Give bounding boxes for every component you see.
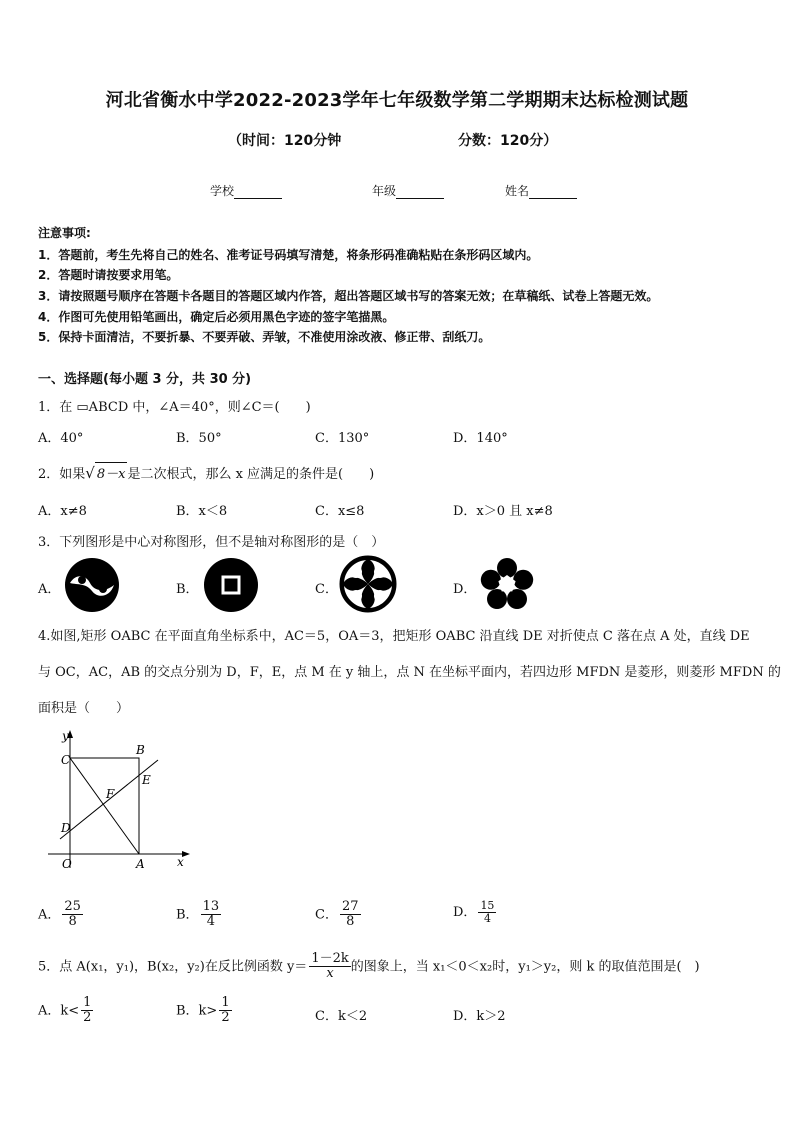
question-4-line1: 4.如图,矩形 OABC 在平面直角坐标系中，AC＝5，OA＝3，把矩形 OABC 沿直线 DE 对折使点 C 落在点 A 处，直线 DE — [38, 629, 750, 644]
q5-option-a-frac — [81, 996, 93, 1026]
denominator: 8 — [68, 914, 77, 930]
section-heading: 一、选择题(每小题 3 分，共 30 分) — [38, 372, 252, 387]
denominator: 2 — [83, 1010, 92, 1026]
label-x: x — [177, 855, 184, 869]
q1-option-b: B．50° — [176, 431, 222, 446]
question-1-stem: 1．在 ▭ABCD 中，∠A＝40°，则∠C＝( ) — [38, 400, 311, 415]
q2-option-a: A．x≠8 — [38, 504, 87, 519]
denominator: 2 — [221, 1010, 230, 1026]
q4-option-c — [315, 900, 361, 930]
q5-stem-pre: 5．点 A(x₁，y₁)，B(x₂，y₂)在反比例函数 y＝ — [38, 959, 308, 975]
q4-option-c-letter: C． — [315, 907, 338, 923]
label-c: C — [61, 753, 71, 767]
q4-option-d-frac — [478, 900, 496, 925]
q5-option-a-letter: A．k< — [38, 1003, 80, 1019]
q5-option-c: C．k＜2 — [315, 1009, 368, 1024]
numerator: 27 — [341, 899, 359, 914]
name-field — [505, 182, 577, 199]
name-label: 姓名 — [505, 184, 530, 198]
swirl-circle-icon — [64, 557, 120, 613]
school-blank — [234, 186, 282, 199]
q2-stem-post: 是二次根式，那么 x 应满足的条件是( ) — [127, 467, 375, 482]
q1-option-c: C．130° — [315, 431, 370, 446]
q3-option-a: A． — [38, 582, 61, 597]
label-d: D — [61, 821, 71, 835]
numerator: 15 — [480, 899, 495, 912]
four-petal-circle-icon — [339, 555, 397, 613]
q2-option-b: B．x＜8 — [176, 504, 228, 519]
coin-square-hole-icon — [203, 557, 259, 613]
question-5-stem — [38, 952, 700, 982]
q4-option-d — [453, 900, 496, 925]
q1-option-d: D．140° — [453, 431, 508, 446]
q4-option-b-frac — [201, 900, 222, 930]
note-item: 2．答题时请按要求用笔。 — [38, 268, 179, 282]
pentagon-flower-icon — [479, 557, 535, 613]
numerator: 25 — [64, 899, 81, 914]
question-4-line2: 与 OC，AC，AB 的交点分别为 D，F，E，点 M 在 y 轴上，点 N 在坐标平面内，若四边形 MFDN 是菱形，则菱形 MFDN 的 — [38, 665, 781, 680]
q5-stem-post: 的图象上，当 x₁＜0＜x₂时，y₁＞y₂，则 k 的取值范围是( ) — [350, 959, 700, 975]
question-4-line3: 面积是（ ） — [38, 701, 130, 716]
q2-option-c: C．x≤8 — [315, 504, 365, 519]
grade-field — [372, 182, 444, 199]
numerator: 1 — [221, 995, 230, 1010]
denominator: 4 — [206, 914, 215, 930]
denominator: x — [326, 966, 334, 982]
denominator: 8 — [346, 914, 355, 930]
q2-radicand: 8－x — [95, 462, 128, 482]
diagonal-ac — [70, 758, 139, 854]
q4-option-b-letter: B． — [176, 907, 199, 923]
label-f: F — [106, 787, 115, 801]
grade-label: 年级 — [372, 184, 397, 198]
rectangle-fold-figure — [40, 728, 200, 876]
notes-heading: 注意事项: — [38, 226, 91, 240]
label-o: O — [62, 857, 72, 871]
q5-function-frac — [309, 952, 350, 982]
label-e: E — [142, 773, 151, 787]
grade-blank — [396, 186, 444, 199]
label-b: B — [136, 743, 145, 757]
note-item: 5．保持卡面清洁，不要折暴、不要弄破、弄皱，不准使用涂改液、修正带、刮纸刀。 — [38, 330, 491, 344]
question-2-stem — [38, 462, 374, 482]
q2-stem-pre: 2．如果 — [38, 467, 86, 482]
numerator: 1－2k — [311, 951, 349, 966]
q5-option-b — [176, 996, 232, 1026]
q5-option-b-letter: B．k> — [176, 1003, 218, 1019]
q4-option-a — [38, 900, 83, 930]
numerator: 13 — [202, 899, 220, 914]
q4-option-b — [176, 900, 221, 930]
question-3-stem: 3．下列图形是中心对称图形，但不是轴对称图形的是（ ） — [38, 535, 385, 550]
q5-option-a — [38, 996, 93, 1026]
name-blank — [529, 186, 577, 199]
note-item: 3．请按照题号顺序在答题卡各题目的答题区域内作答，超出答题区域书写的答案无效；在草稿纸、试卷上答题无效。 — [38, 289, 659, 303]
note-item: 1．答题前，考生先将自己的姓名、准考证号码填写清楚，将条形码准确粘贴在条形码区域内。 — [38, 248, 539, 262]
score-label: 分数：120分） — [458, 133, 558, 149]
q5-option-d: D．k＞2 — [453, 1009, 506, 1024]
q3-option-d: D． — [453, 582, 477, 597]
page-title: 河北省衡水中学2022-2023学年七年级数学第二学期期末达标检测试题 — [105, 90, 689, 111]
q1-option-a: A．40° — [38, 431, 84, 446]
q4-option-d-letter: D． — [453, 905, 477, 921]
q4-option-a-letter: A． — [38, 907, 61, 923]
q4-option-c-frac — [340, 900, 361, 930]
label-a: A — [136, 857, 145, 871]
sqrt-sign: √ — [85, 464, 95, 482]
q4-option-a-frac — [62, 900, 83, 930]
q5-option-b-frac — [219, 996, 231, 1026]
q3-option-b: B． — [176, 582, 199, 597]
numerator: 1 — [83, 995, 92, 1010]
q3-option-c: C． — [315, 582, 338, 597]
q2-option-d: D．x＞0 且 x≠8 — [453, 504, 553, 519]
note-item: 4．作图可先使用铅笔画出，确定后必须用黑色字迹的签字笔描黑。 — [38, 310, 395, 324]
denominator: 4 — [483, 912, 491, 926]
school-field — [210, 182, 282, 199]
school-label: 学校 — [210, 184, 235, 198]
time-label: （时间：120分钟 — [228, 133, 342, 149]
label-y: y — [62, 729, 69, 743]
